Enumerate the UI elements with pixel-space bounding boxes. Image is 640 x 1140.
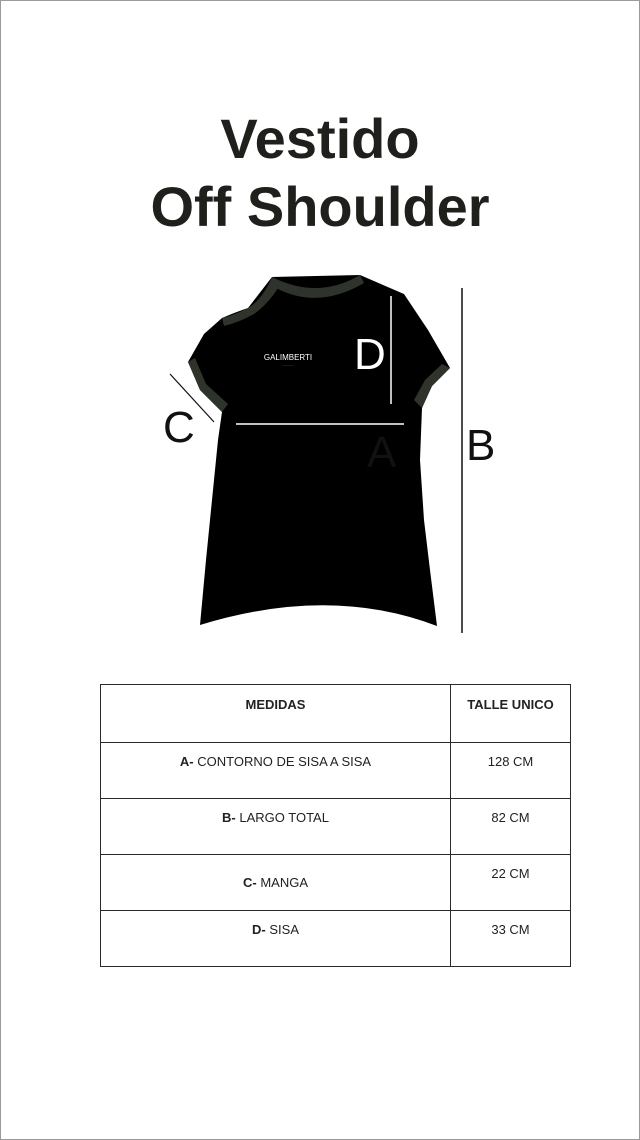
table-header-row: [101, 685, 571, 743]
measure-value: 22 CM: [451, 855, 571, 911]
brand-logo-subtext: - - - - - -: [282, 363, 294, 367]
dress-silhouette: [188, 275, 450, 626]
measure-value: 82 CM: [451, 799, 571, 855]
measure-value: 128 CM: [451, 743, 571, 799]
measure-name-cell: [101, 855, 451, 911]
brand-logo-text: GALIMBERTI: [263, 353, 313, 362]
table-row: [101, 855, 571, 911]
measure-label-b: B: [466, 421, 496, 470]
measure-name: LARGO TOTAL: [239, 810, 329, 825]
title-line-2: Off Shoulder: [150, 175, 490, 238]
measure-code: B-: [222, 810, 236, 825]
table-row: [101, 911, 571, 967]
measure-label-c: C: [163, 403, 195, 452]
title-line-1: Vestido: [220, 107, 420, 170]
measure-code: D-: [252, 922, 266, 937]
table-row: [101, 799, 571, 855]
header-medidas: MEDIDAS: [101, 685, 451, 743]
measure-label-a: A: [367, 428, 397, 477]
measure-name: CONTORNO DE SISA A SISA: [197, 754, 372, 769]
measure-name-cell: [101, 799, 451, 855]
measure-name: MANGA: [260, 875, 308, 890]
measure-label-d: D: [354, 330, 386, 379]
measure-name-cell: [101, 743, 451, 799]
measure-value: 33 CM: [451, 911, 571, 967]
table-row: [101, 743, 571, 799]
measure-name-cell: [101, 911, 451, 967]
measure-code: C-: [242, 875, 257, 890]
measure-name: SISA: [269, 922, 299, 937]
size-table: [100, 684, 571, 967]
measure-code: A-: [179, 754, 194, 769]
header-talle-unico: TALLE UNICO: [451, 685, 571, 743]
